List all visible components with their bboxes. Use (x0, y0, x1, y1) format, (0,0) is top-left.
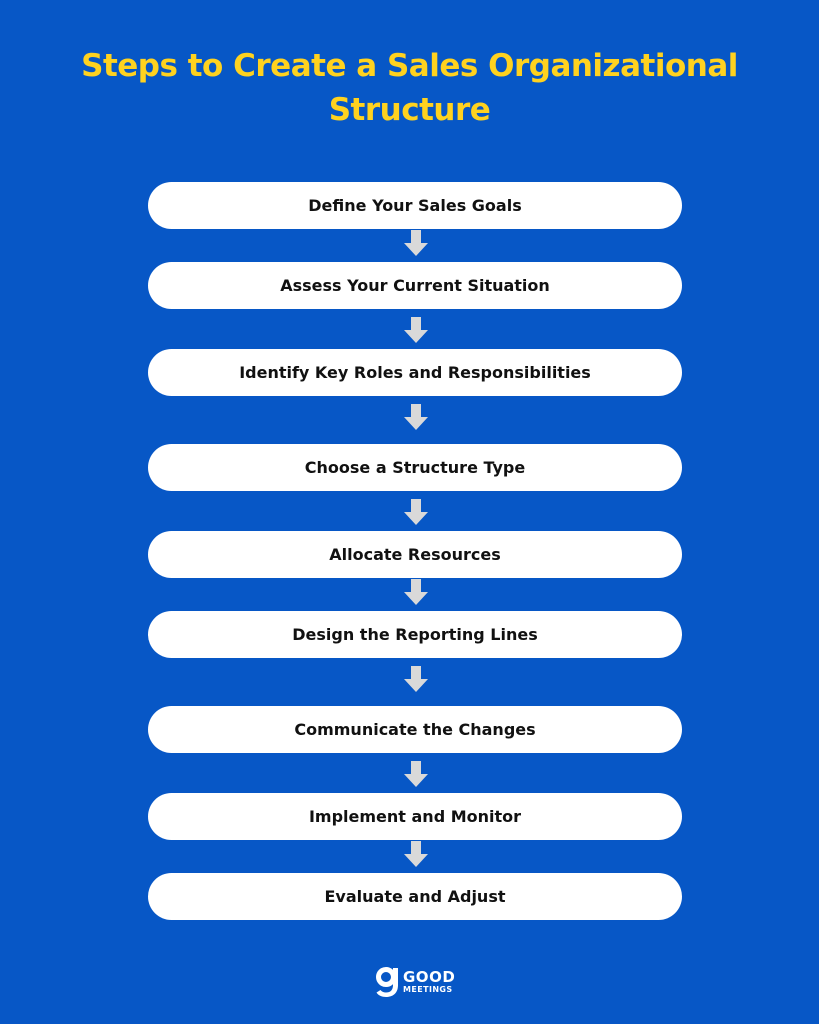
down-arrow-icon (404, 404, 428, 430)
step-8-box: Implement and Monitor (148, 793, 682, 840)
step-7-box: Communicate the Changes (148, 706, 682, 753)
logo-wordmark (403, 970, 455, 994)
step-9-box: Evaluate and Adjust (148, 873, 682, 920)
down-arrow-icon (404, 579, 428, 605)
step-4-box: Choose a Structure Type (148, 444, 682, 491)
down-arrow-icon (404, 761, 428, 787)
down-arrow-icon (404, 230, 428, 256)
good-meetings-g-icon (374, 966, 400, 998)
page-title: Steps to Create a Sales Organizational Structure (81, 48, 738, 128)
down-arrow-icon (404, 841, 428, 867)
step-5-box: Allocate Resources (148, 531, 682, 578)
step-2-box: Assess Your Current Situation (148, 262, 682, 309)
flowchart (148, 0, 682, 1024)
logo-text-meetings: MEETINGS (403, 985, 453, 994)
step-6-box: Design the Reporting Lines (148, 611, 682, 658)
down-arrow-icon (404, 499, 428, 525)
logo-text-good: GOOD (403, 968, 456, 986)
step-1-box: Define Your Sales Goals (148, 182, 682, 229)
down-arrow-icon (404, 317, 428, 343)
down-arrow-icon (404, 666, 428, 692)
step-3-box: Identify Key Roles and Responsibilities (148, 349, 682, 396)
good-meetings-logo (374, 966, 455, 998)
